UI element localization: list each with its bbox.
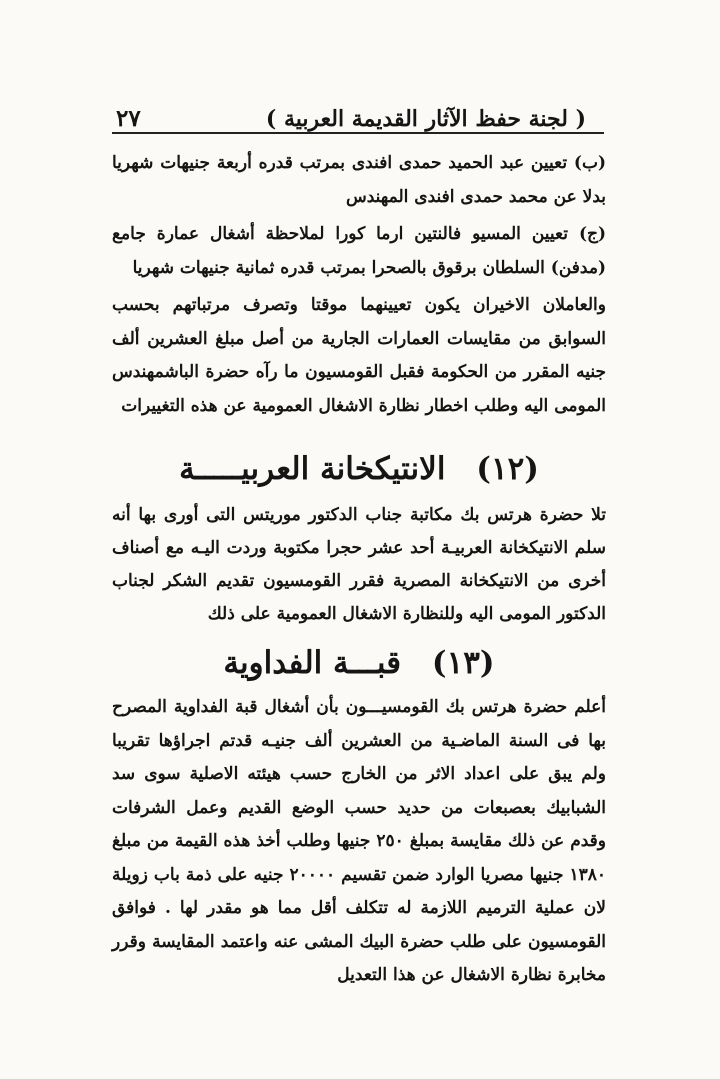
section-13-heading: [112, 643, 606, 683]
section-12-heading: [112, 449, 606, 489]
section-12-title: الانتيكخانة العربيـــــة: [179, 451, 446, 487]
section-13-title: قبـــة الفداوية: [223, 645, 402, 681]
paragraph-item-b: (ب) تعيين عبد الحميد حمدى افندى بمرتب قدره أربعة جنيهات شهريا بدلا عن محمد حمدى افندى المهندس: [112, 153, 606, 207]
paragraph-item-j: (ج) تعيين المسيو فالنتين ارما كورا لملاحظة أشغال عمارة جامع (مدفن) السلطان برقوق بالصحرا بمرتب قدره ثمانية جنيهات شهريا: [112, 224, 606, 278]
running-header: [112, 88, 604, 134]
section-13-body: أعلم حضرة هرتس بك القومسيـــون بأن أشغال قبة الفداوية المصرح بها فى السنة الماضـية من العشرين ألف جنيـه قدتم اجراؤها تقريبا ولم يبق على اعداد الاثر من الخارج حسب هيئته الاصلية سوى سد الشبابيك بعصبعات من حديد حسب الوضع القديم وعمل الشرفات وقدم عن ذلك مقايسة بمبلغ ٢٥٠ جنيها وطلب أخذ هذه القيمة من مبلغ ١٣٨٠ جنيها مصريا الوارد ضمن تقسيم ٢٠٠٠٠ جنيه على ذمة باب زويلة لان عملية الترميم اللازمة له تتكلف أقل مما هو مقدر لها . فوافق القومسيون على طلب حضرة البيك المشى عنه واعتمد المقايسة وقرر مخابرة نظارة الاشغال عن هذا التعديل: [112, 697, 606, 985]
paragraph-decision: والعاملان الاخيران يكون تعيينهما موقتا وتصرف مرتباتهم بحسب السوابق من مقايسات العمارات الجارية من أصل مبلغ العشرين ألف جنيه المقرر من الحكومة فقبل القومسيون ما رآه حضرة الباشمهندس المومى اليه وطلب اخطار نظارة الاشغال العمومية عن هذه التغييرات: [112, 295, 606, 416]
section-12-number: (١٢): [476, 451, 539, 487]
section-12-body: تلا حضرة هرتس بك مكاتبة جناب الدكتور موريتس التى أورى بها أنه سلم الانتيكخانة العربيـة أحد عشر حجرا مكتوبة وردت اليـه مع أصناف أخرى من الانتيكخانة المصرية فقرر القومسيون تقديم الشكر لجناب الدكتور المومى اليه وللنظارة الاشغال العمومية على ذلك: [112, 505, 606, 624]
section-13-number: (١٣): [431, 645, 495, 681]
header-title: ( لجنة حفظ الآثار القديمة العربية ): [265, 106, 586, 132]
page-number: ٢٧: [116, 105, 141, 132]
